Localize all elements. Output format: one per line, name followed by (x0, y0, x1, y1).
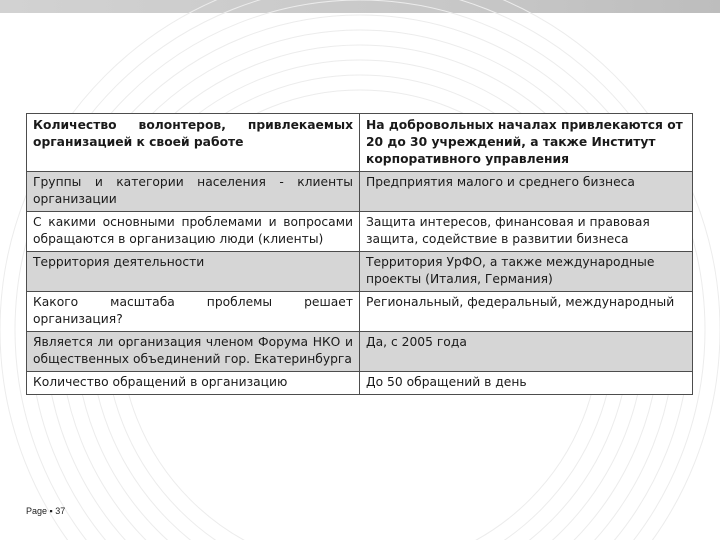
table-row (27, 292, 693, 332)
answer-cell: Территория УрФО, а также международные проекты (Италия, Германия) (360, 252, 693, 292)
question-cell: Группы и категории населения - клиенты организации (27, 172, 360, 212)
answer-cell: Да, с 2005 года (360, 332, 693, 372)
table-row (27, 372, 693, 395)
table-row (27, 332, 693, 372)
question-cell: Территория деятельности (27, 252, 360, 292)
table-row (27, 172, 693, 212)
answer-cell: До 50 обращений в день (360, 372, 693, 395)
question-cell: Количество волонтеров, привлекаемых организацией к своей работе (27, 114, 360, 172)
table-row (27, 114, 693, 172)
answer-cell: Защита интересов, финансовая и правовая защита, содействие в развитии бизнеса (360, 212, 693, 252)
answer-cell: Предприятия малого и среднего бизнеса (360, 172, 693, 212)
question-cell: Количество обращений в организацию (27, 372, 360, 395)
organization-info-table (26, 113, 693, 395)
answer-cell: Региональный, федеральный, международный (360, 292, 693, 332)
question-cell: Какого масштаба проблемы решает организация? (27, 292, 360, 332)
question-cell: Является ли организация членом Форума НКО и общественных объединений гор. Екатеринбурга (27, 332, 360, 372)
table-row (27, 212, 693, 252)
question-cell: С какими основными проблемами и вопросами обращаются в организацию люди (клиенты) (27, 212, 360, 252)
answer-cell: На добровольных началах привлекаются от 20 до 30 учреждений, а также Институт корпоративного управления (360, 114, 693, 172)
table-row (27, 252, 693, 292)
page-number: Page ▪ 37 (26, 506, 66, 516)
